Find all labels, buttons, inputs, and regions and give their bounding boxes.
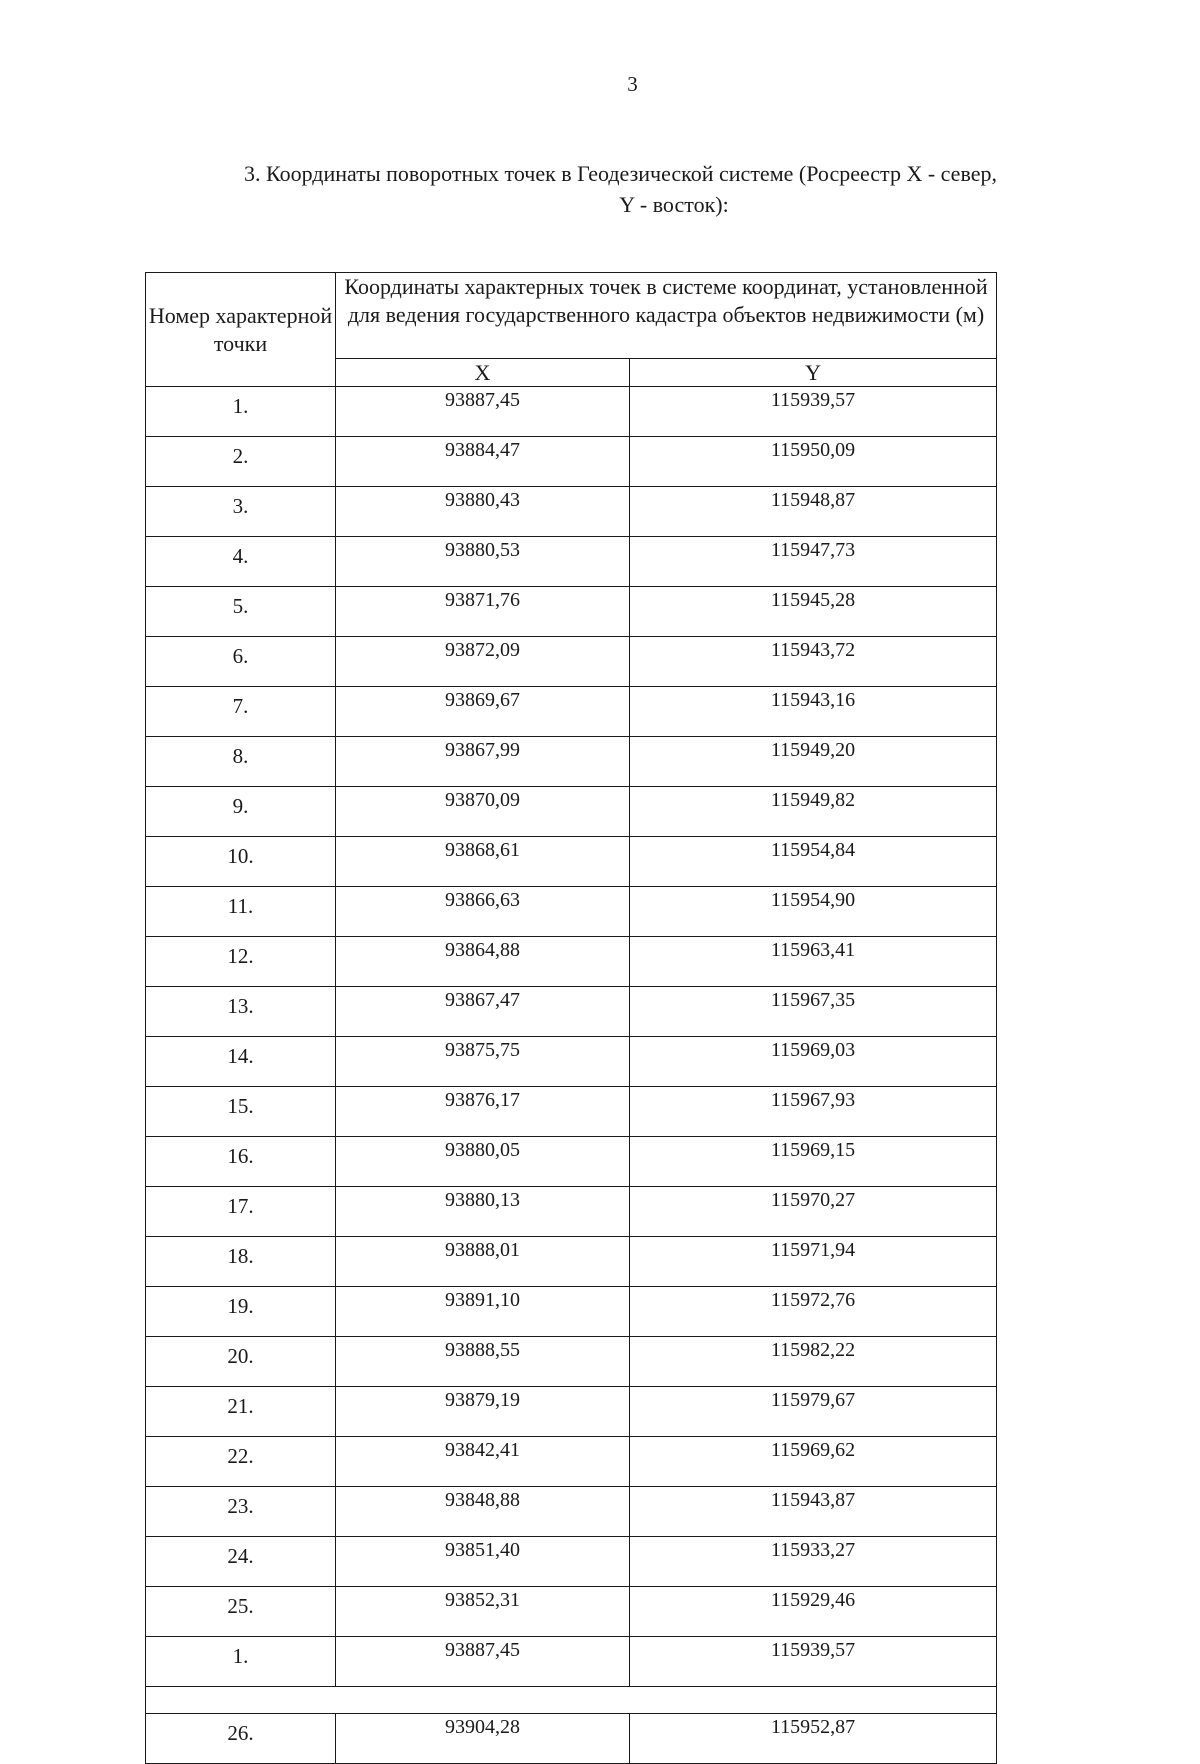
table-row: [146, 1487, 997, 1537]
coordinates-group-header: Координаты характерных точек в системе координат, установленной для ведения государственного кадастра объектов недвижимости (м): [336, 273, 997, 359]
x-coordinate-cell: 93864,88: [336, 937, 630, 987]
y-coordinate-cell: 115972,76: [630, 1287, 997, 1337]
x-coordinate-cell: 93876,17: [336, 1087, 630, 1137]
y-coordinate-cell: 115969,15: [630, 1137, 997, 1187]
table-row: [146, 837, 997, 887]
point-number-cell: 9.: [146, 787, 336, 837]
point-number-cell: 2.: [146, 437, 336, 487]
empty-separator-row: [146, 1687, 997, 1714]
table-row: [146, 687, 997, 737]
y-coordinate-cell: 115971,94: [630, 1237, 997, 1287]
section-heading-line-2: Y - восток):: [619, 192, 729, 217]
point-number-cell: 20.: [146, 1337, 336, 1387]
point-number-cell: 12.: [146, 937, 336, 987]
y-coordinate-cell: 115933,27: [630, 1537, 997, 1587]
y-coordinate-cell: 115948,87: [630, 487, 997, 537]
point-number-cell: 14.: [146, 1037, 336, 1087]
x-coordinate-cell: 93866,63: [336, 887, 630, 937]
table-row: [146, 1037, 997, 1087]
table-row: [146, 737, 997, 787]
x-coordinate-cell: 93868,61: [336, 837, 630, 887]
table-row: [146, 1537, 997, 1587]
point-number-cell: 4.: [146, 537, 336, 587]
table-row: [146, 487, 997, 537]
point-number-cell: 3.: [146, 487, 336, 537]
point-number-cell: 22.: [146, 1437, 336, 1487]
x-coordinate-cell: 93884,47: [336, 437, 630, 487]
table-row: [146, 1187, 997, 1237]
x-coordinate-cell: 93888,01: [336, 1237, 630, 1287]
y-coordinate-cell: 115943,72: [630, 637, 997, 687]
table-row: [146, 387, 997, 437]
point-number-cell: 26.: [146, 1714, 336, 1764]
empty-separator-cell: [146, 1687, 997, 1714]
x-coordinate-cell: 93867,47: [336, 987, 630, 1037]
x-coordinate-cell: 93848,88: [336, 1487, 630, 1537]
point-number-cell: 18.: [146, 1237, 336, 1287]
y-coordinate-cell: 115939,57: [630, 1637, 997, 1687]
y-coordinate-cell: 115967,35: [630, 987, 997, 1037]
table-row: [146, 1137, 997, 1187]
point-number-cell: 7.: [146, 687, 336, 737]
y-coordinate-cell: 115943,16: [630, 687, 997, 737]
table-row: [146, 1337, 997, 1387]
y-coordinate-cell: 115969,62: [630, 1437, 997, 1487]
table-row: [146, 1387, 997, 1437]
point-number-cell: 17.: [146, 1187, 336, 1237]
table-row: [146, 1237, 997, 1287]
point-number-cell: 11.: [146, 887, 336, 937]
x-coordinate-cell: 93869,67: [336, 687, 630, 737]
point-number-header: Номер характерной точки: [146, 273, 336, 387]
y-coordinate-cell: 115949,82: [630, 787, 997, 837]
table-row: [146, 1714, 997, 1764]
x-coordinate-cell: 93867,99: [336, 737, 630, 787]
y-coordinate-cell: 115943,87: [630, 1487, 997, 1537]
point-number-cell: 24.: [146, 1537, 336, 1587]
coordinates-table: [145, 272, 997, 1764]
table-row: [146, 987, 997, 1037]
y-coordinate-cell: 115954,84: [630, 837, 997, 887]
section-heading: [244, 158, 1104, 220]
point-number-cell: 1.: [146, 387, 336, 437]
table-row: [146, 1087, 997, 1137]
x-coordinate-cell: 93904,28: [336, 1714, 630, 1764]
y-column-header: Y: [630, 359, 997, 387]
table-row: [146, 587, 997, 637]
point-number-cell: 15.: [146, 1087, 336, 1137]
x-coordinate-cell: 93879,19: [336, 1387, 630, 1437]
x-coordinate-cell: 93880,05: [336, 1137, 630, 1187]
page-number: 3: [627, 72, 638, 96]
x-coordinate-cell: 93880,43: [336, 487, 630, 537]
y-coordinate-cell: 115949,20: [630, 737, 997, 787]
y-coordinate-cell: 115952,87: [630, 1714, 997, 1764]
point-number-cell: 19.: [146, 1287, 336, 1337]
point-number-cell: 8.: [146, 737, 336, 787]
point-number-cell: 21.: [146, 1387, 336, 1437]
x-coordinate-cell: 93851,40: [336, 1537, 630, 1587]
table-row: [146, 887, 997, 937]
y-coordinate-cell: 115979,67: [630, 1387, 997, 1437]
x-coordinate-cell: 93875,75: [336, 1037, 630, 1087]
point-number-cell: 25.: [146, 1587, 336, 1637]
y-coordinate-cell: 115954,90: [630, 887, 997, 937]
x-coordinate-cell: 93888,55: [336, 1337, 630, 1387]
y-coordinate-cell: 115945,28: [630, 587, 997, 637]
y-coordinate-cell: 115939,57: [630, 387, 997, 437]
table-row: [146, 537, 997, 587]
coordinates-table-body: [146, 387, 997, 1764]
point-number-cell: 6.: [146, 637, 336, 687]
x-coordinate-cell: 93880,13: [336, 1187, 630, 1237]
x-coordinate-cell: 93887,45: [336, 1637, 630, 1687]
x-coordinate-cell: 93891,10: [336, 1287, 630, 1337]
point-number-cell: 23.: [146, 1487, 336, 1537]
table-row: [146, 1437, 997, 1487]
table-row: [146, 937, 997, 987]
y-coordinate-cell: 115929,46: [630, 1587, 997, 1637]
x-coordinate-cell: 93880,53: [336, 537, 630, 587]
table-row: [146, 637, 997, 687]
x-column-header: X: [336, 359, 630, 387]
y-coordinate-cell: 115950,09: [630, 437, 997, 487]
y-coordinate-cell: 115982,22: [630, 1337, 997, 1387]
table-row: [146, 1637, 997, 1687]
table-row: [146, 1287, 997, 1337]
point-number-cell: 1.: [146, 1637, 336, 1687]
table-row: [146, 787, 997, 837]
y-coordinate-cell: 115967,93: [630, 1087, 997, 1137]
x-coordinate-cell: 93872,09: [336, 637, 630, 687]
x-coordinate-cell: 93871,76: [336, 587, 630, 637]
y-coordinate-cell: 115963,41: [630, 937, 997, 987]
table-row: [146, 437, 997, 487]
y-coordinate-cell: 115947,73: [630, 537, 997, 587]
section-heading-line-1: 3. Координаты поворотных точек в Геодезической системе (Росреестр X - север,: [244, 161, 997, 186]
x-coordinate-cell: 93870,09: [336, 787, 630, 837]
point-number-cell: 16.: [146, 1137, 336, 1187]
point-number-cell: 13.: [146, 987, 336, 1037]
y-coordinate-cell: 115969,03: [630, 1037, 997, 1087]
y-coordinate-cell: 115970,27: [630, 1187, 997, 1237]
x-coordinate-cell: 93852,31: [336, 1587, 630, 1637]
point-number-cell: 10.: [146, 837, 336, 887]
table-row: [146, 1587, 997, 1637]
point-number-cell: 5.: [146, 587, 336, 637]
x-coordinate-cell: 93887,45: [336, 387, 630, 437]
x-coordinate-cell: 93842,41: [336, 1437, 630, 1487]
